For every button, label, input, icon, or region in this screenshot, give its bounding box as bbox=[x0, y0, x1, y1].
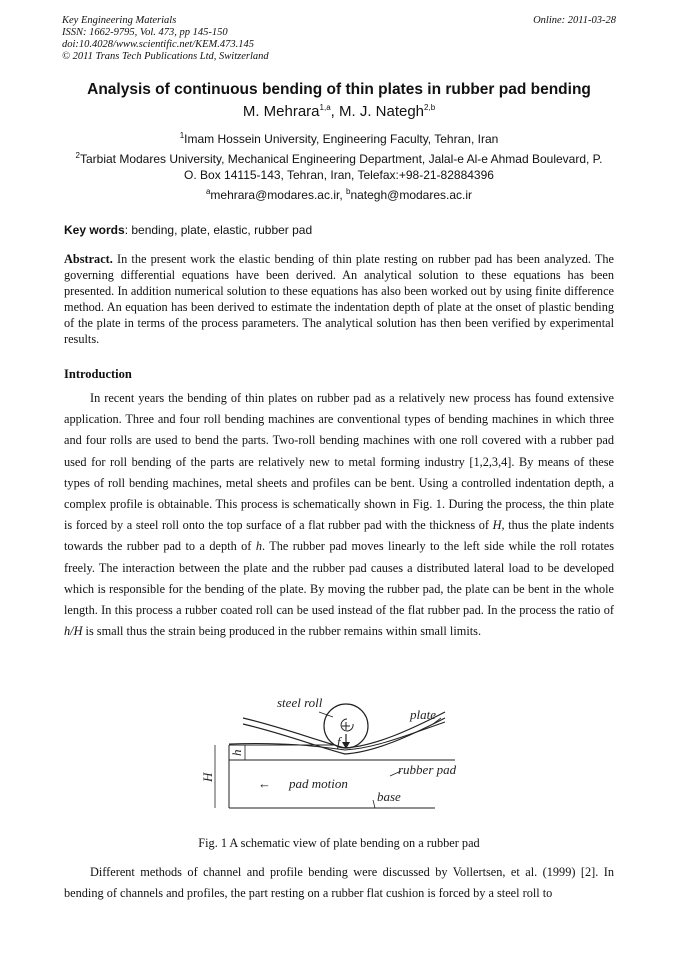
affiliation-1-sup: 1 bbox=[179, 131, 185, 140]
introduction-paragraph: In recent years the bending of thin plates on rubber pad as a relatively new process has found extensive application. Three and four roll bending machines are conventional types of bending machines in which three and four rolls are used to bend the parts. Two-roll bending machines with one roll covered with a rubber pad used for roll bending of the parts are relatively new to metal forming industry [1,2,3,4]. By means of these types of roll bending machines, metal sheets and profiles can be bent. Using a controlled indentation depth, a complex profile is obtainable. This process is schematically shown in Fig. 1. During the process, the thin plate is forced by a steel roll onto the top surface of a flat rubber pad with the thickness of H, thus the plate indents towards the rubber pad to a depth of h. The rubber pad moves linearly to the left side while the roll rotates freely. The interaction between the plate and the rubber pad causes a distributed lateral load to be developed which is responsible for the bending of the plate. By moving the rubber pad, the plate can be bent in the whole length. In this process a rubber coated roll can be used instead of the flat rubber pad. In the process the ratio of h/H is small thus the strain being produced in the rubber remains within small limits. bbox=[64, 391, 614, 639]
figure-1-schematic bbox=[195, 690, 485, 820]
steel-roll-label: steel roll bbox=[277, 695, 323, 710]
figure-1-caption: Fig. 1 A schematic view of plate bending on a rubber pad bbox=[198, 836, 480, 850]
author-2: M. J. Nategh bbox=[338, 103, 425, 120]
f-label: f bbox=[337, 734, 341, 749]
affiliation-1-text: Imam Hossein University, Engineering Faculty, Tehran, Iran bbox=[184, 132, 499, 146]
affiliation-2-sup: 2 bbox=[75, 151, 80, 160]
online-date: Online: 2011-03-28 bbox=[533, 15, 616, 26]
email-b-sup: b bbox=[345, 187, 351, 196]
roll-rotation-icon bbox=[341, 719, 353, 731]
journal-doi: doi:10.4028/www.scientific.net/KEM.473.145 bbox=[62, 39, 254, 50]
h-label: h bbox=[229, 749, 244, 756]
introduction-heading: Introduction bbox=[64, 367, 132, 381]
email-a[interactable]: mehrara@modares.ac.ir, bbox=[210, 188, 346, 202]
affiliation-2-line2: O. Box 14115-143, Tehran, Iran, Telefax:+98-21-82884396 bbox=[184, 168, 494, 182]
base-label: base bbox=[377, 789, 401, 804]
journal-copyright: © 2011 Trans Tech Publications Ltd, Switzerland bbox=[62, 51, 269, 62]
affiliation-2 bbox=[40, 151, 638, 183]
affiliation-1 bbox=[40, 131, 638, 147]
author-separator: , bbox=[330, 103, 339, 120]
journal-header bbox=[62, 15, 269, 63]
journal-name: Key Engineering Materials bbox=[62, 15, 177, 26]
closing-paragraph: Different methods of channel and profile bending were discussed by Vollertsen, et al. (1999) [2]. In bending of channels and profiles, the part resting on a rubber flat cushion is forced by a steel roll to bbox=[64, 865, 614, 900]
pad-motion-label: pad motion bbox=[289, 776, 348, 791]
rubber-pad-label: rubber pad bbox=[398, 762, 457, 777]
author-emails bbox=[40, 187, 638, 203]
base-leader bbox=[373, 800, 375, 808]
journal-issn: ISSN: 1662-9795, Vol. 473, pp 145-150 bbox=[62, 27, 228, 38]
keywords-text: : bending, plate, elastic, rubber pad bbox=[124, 223, 313, 237]
abstract bbox=[64, 251, 614, 347]
paper-title: Analysis of continuous bending of thin plates in rubber pad bending bbox=[87, 81, 591, 98]
author-1: M. Mehrara bbox=[242, 103, 320, 120]
author-1-sup: 1,a bbox=[319, 103, 331, 112]
plate-label: plate bbox=[410, 707, 436, 722]
author-2-sup: 2,b bbox=[424, 103, 436, 112]
affiliation-2-line1: Tarbiat Modares University, Mechanical Engineering Department, Jalal-e Al-e Ahmad Boulevard, P. bbox=[79, 152, 603, 166]
abstract-label: Abstract. bbox=[64, 252, 113, 266]
keywords-label: Key words bbox=[64, 223, 125, 237]
H-label: H bbox=[200, 772, 215, 782]
abstract-text: In the present work the elastic bending of thin plate resting on rubber pad has been analyzed. The governing differential equations have been derived. An analytical solution to these equations has been presented. In addition numerical solution to these equations has also been worked out by using finite difference method. An equation has been derived to estimate the indentation depth of plate at the onset of plastic bending of the plate in terms of the process parameters. The analytical solution has then been verified by experimental results. bbox=[64, 252, 614, 346]
email-b[interactable]: nategh@modares.ac.ir bbox=[350, 188, 473, 202]
pad-motion-arrow-icon: ← bbox=[258, 776, 271, 791]
plate-lower bbox=[243, 718, 445, 754]
keywords bbox=[64, 223, 312, 237]
email-a-sup: a bbox=[205, 187, 211, 196]
author-list bbox=[40, 103, 638, 120]
